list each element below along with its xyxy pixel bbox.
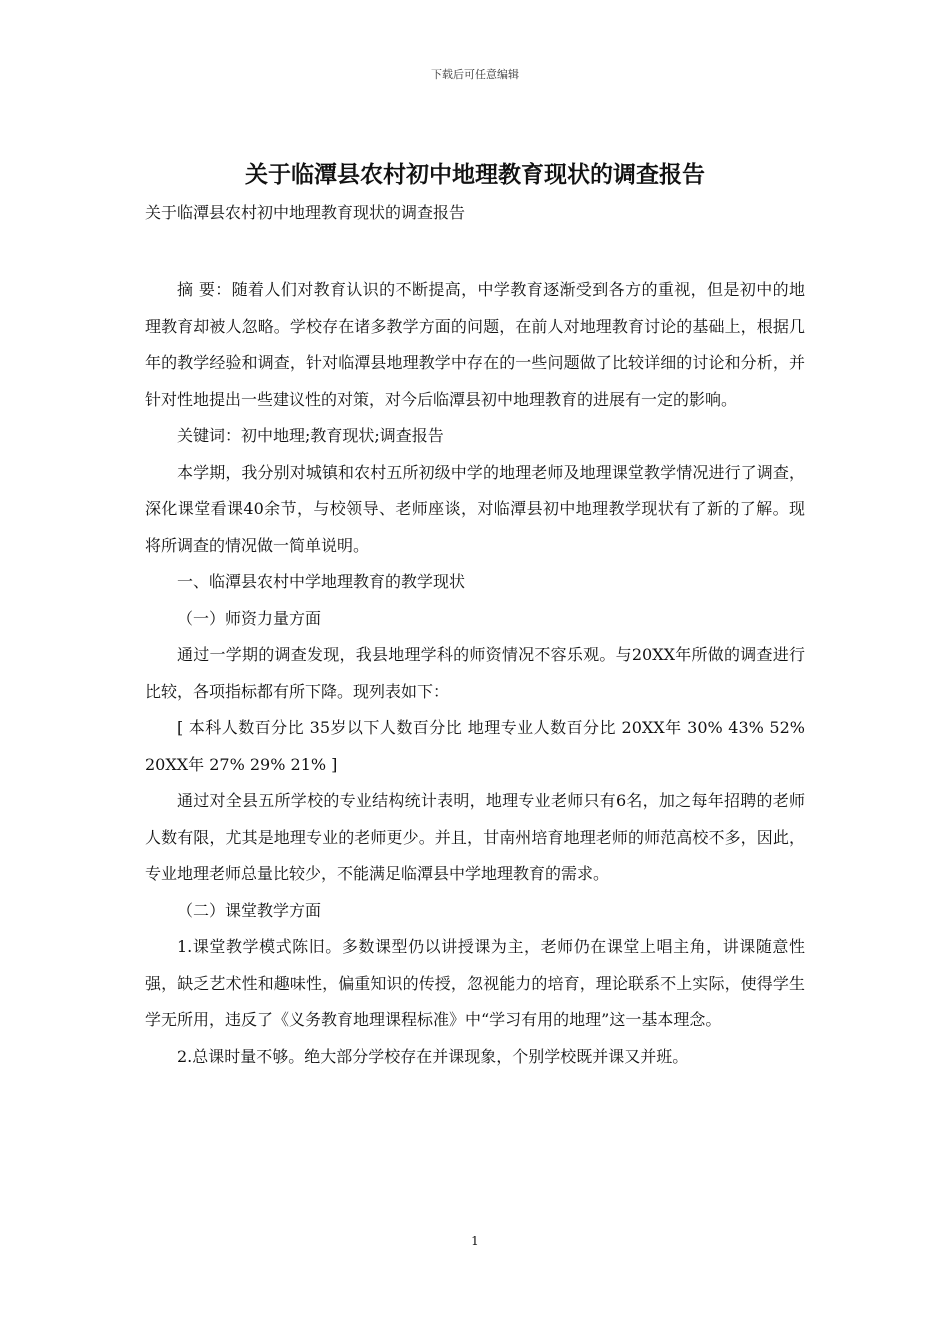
page-number: 1 (471, 1234, 479, 1248)
body-paragraph: 通过对全县五所学校的专业结构统计表明，地理专业老师只有6名，加之每年招聘的老师人数有限，尤其是地理专业的老师更少。并且，甘南州培育地理老师的师范高校不多，因此，专业地理老师总量比较少，不能满足临潭县中学地理教育的需求。 (145, 791, 805, 883)
subsection-heading: （一）师资力量方面 (177, 608, 322, 628)
section-heading: 一、临潭县农村中学地理教育的教学现状 (177, 572, 466, 591)
subsection-heading: （二）课堂教学方面 (177, 900, 322, 920)
body-paragraph: 通过一学期的调查发现，我县地理学科的师资情况不容乐观。与20XX年所做的调查进行比较，各项指标都有所下降。现列表如下： (145, 645, 805, 701)
body-paragraph: 2.总课时量不够。绝大部分学校存在并课现象，个别学校既并课又并班。 (177, 1046, 689, 1066)
document-body (145, 272, 805, 1075)
document-subtitle: 关于临潭县农村初中地理教育现状的调查报告 (145, 203, 466, 222)
abstract-paragraph: 摘 要：随着人们对教育认识的不断提高，中学教育逐渐受到各方的重视，但是初中的地理教育却被人忽略。学校存在诸多教学方面的问题，在前人对地理教育讨论的基础上，根据几年的教学经验和调查，针对临潭县地理教学中存在的一些问题做了比较详细的讨论和分析，并针对性地提出一些建议性的对策，对今后临潭县初中地理教育的进展有一定的影响。 (145, 280, 805, 409)
keywords-paragraph: 关键词：初中地理;教育现状;调查报告 (177, 426, 444, 445)
document-title: 关于临潭县农村初中地理教育现状的调查报告 (245, 162, 705, 188)
body-paragraph: 1.课堂教学模式陈旧。多数课型仍以讲授课为主，老师仍在课堂上唱主角，讲课随意性强，缺乏艺术性和趣味性，偏重知识的传授，忽视能力的培育，理论联系不上实际，使得学生学无所用，违反了《义务教育地理课程标准》中“学习有用的地理”这一基本理念。 (145, 937, 805, 1029)
intro-paragraph: 本学期，我分别对城镇和农村五所初级中学的地理老师及地理课堂教学情况进行了调查，深化课堂看课40余节，与校领导、老师座谈，对临潭县初中地理教学现状有了新的了解。现将所调查的情况做一简单说明。 (145, 462, 805, 555)
page-header: 下载后可任意编辑 (431, 68, 519, 81)
inline-table-text: [ 本科人数百分比 35岁以下人数百分比 地理专业人数百分比 20XX年 30% 43% 52% 20XX年 27% 29% 21% ] (145, 718, 805, 774)
